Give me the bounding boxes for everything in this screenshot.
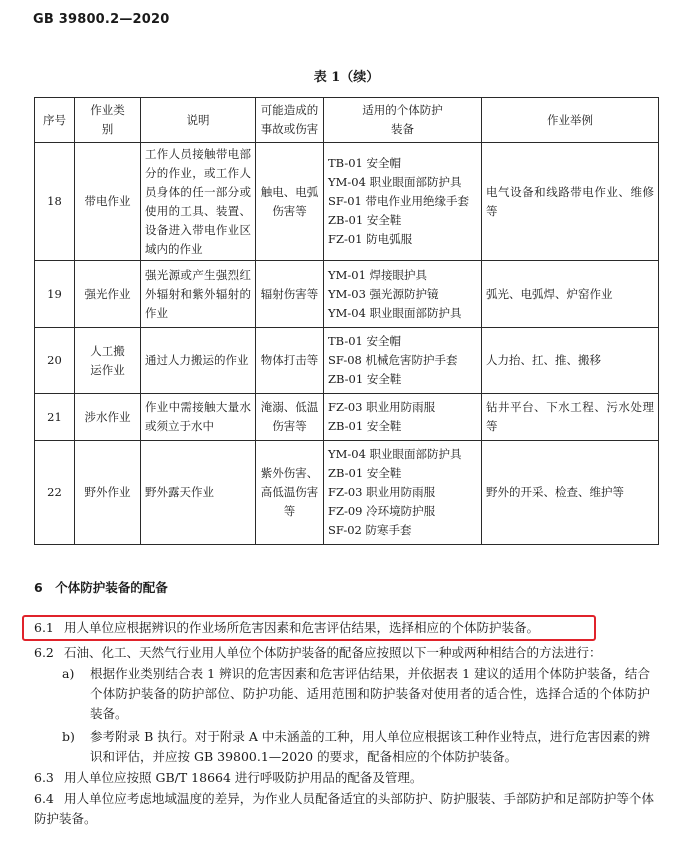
clause-6-3 (34, 768, 422, 788)
cell-example: 人力抬、扛、推、搬移 (482, 328, 659, 394)
cell-no: 19 (35, 261, 75, 328)
cell-no: 21 (35, 394, 75, 441)
equipment-item: FZ-03 职业用防雨服 (328, 400, 436, 414)
cell-no: 20 (35, 328, 75, 394)
equipment-item: TB-01 安全帽 (328, 156, 402, 170)
clause-6-1 (34, 618, 539, 638)
clause-text: 用人单位应根据辨识的作业场所危害因素和危害评估结果，选择相应的个体防护装备。 (64, 620, 540, 635)
clause-6-4 (34, 789, 654, 829)
list-marker: b) (62, 729, 75, 744)
cell-harm: 淹溺、低温伤害等 (256, 394, 324, 441)
table-row (35, 394, 659, 441)
section-6-heading: 6 个体防护装备的配备 (34, 580, 168, 595)
clause-text: 石油、化工、天然气行业用人单位个体防护装备的配备应按照以下一种或两种相结合的方法进行： (64, 645, 602, 660)
equipment-item: SF-02 防寒手套 (328, 523, 412, 537)
equipment-item: YM-01 焊接眼护具 (328, 267, 428, 282)
cell-category: 强光作业 (75, 261, 141, 328)
equipment-item: ZB-01 安全鞋 (328, 372, 402, 386)
list-item-text: 根据作业类别结合表 1 辨识的危害因素和危害评估结果，并依据表 1 建议的适用个体防护装备，结合个体防护装备的防护部位、防护功能、适用范围和防护装备对使用者的适合性，选择合适的个体防护装备。 (90, 666, 650, 721)
table-row (35, 328, 659, 394)
equipment-item: YM-04 职业眼面部防护具 (328, 305, 462, 320)
cell-description: 强光源或产生强烈红外辐射和紫外辐射的作业 (141, 261, 256, 328)
clause-text: 用人单位应按照 GB/T 18664 进行呼吸防护用品的配备及管理。 (64, 770, 423, 785)
clause-text: 用人单位应考虑地域温度的差异，为作业人员配备适宜的头部防护、防护服装、手部防护和足部防护等个体防护装备。 (34, 791, 654, 826)
col-header-example: 作业举例 (482, 98, 659, 143)
col-header-category: 作业类别 (75, 98, 141, 143)
cell-category: 涉水作业 (75, 394, 141, 441)
table-header-row (35, 98, 659, 143)
clause-number: 6.4 (34, 791, 54, 806)
table-row (35, 441, 659, 545)
table-title: 表 1（续） (313, 70, 380, 85)
cell-description: 通过人力搬运的作业 (141, 328, 256, 394)
cell-description: 工作人员接触带电部分的作业，或工作人员身体的任一部分或使用的工具、装置、设备进入带电作业区域内的作业 (141, 143, 256, 261)
cell-equipment (324, 143, 482, 261)
equipment-item: TB-01 安全帽 (328, 334, 402, 348)
cell-example: 电气设备和线路带电作业、维修等 (482, 143, 659, 261)
cell-category: 人工搬运作业 (75, 328, 141, 394)
equipment-item: YM-04 职业眼面部防护具 (328, 447, 462, 461)
clause-number: 6.1 (34, 620, 54, 635)
equipment-item: ZB-01 安全鞋 (328, 213, 402, 227)
cell-description: 野外露天作业 (141, 441, 256, 545)
cell-category: 野外作业 (75, 441, 141, 545)
col-header-no: 序号 (35, 98, 75, 143)
cell-harm: 紫外伤害、高低温伤害等 (256, 441, 324, 545)
equipment-item: FZ-01 防电弧服 (328, 232, 413, 246)
cell-equipment (324, 441, 482, 545)
cell-equipment (324, 261, 482, 328)
equipment-item: YM-04 职业眼面部防护具 (328, 175, 462, 189)
col-header-description: 说明 (141, 98, 256, 143)
equipment-item: FZ-03 职业用防雨服 (328, 485, 436, 499)
col-header-harm: 可能造成的事故或伤害 (256, 98, 324, 143)
equipment-item: ZB-01 安全鞋 (328, 466, 402, 480)
cell-harm: 物体打击等 (256, 328, 324, 394)
col-header-equipment: 适用的个体防护装备 (324, 98, 482, 143)
cell-description: 作业中需接触大量水或须立于水中 (141, 394, 256, 441)
list-marker: a) (62, 666, 75, 681)
equipment-item: FZ-09 冷环境防护服 (328, 504, 436, 518)
cell-category: 带电作业 (75, 143, 141, 261)
cell-equipment (324, 394, 482, 441)
cell-harm: 辐射伤害等 (256, 261, 324, 328)
clause-number: 6.2 (34, 645, 54, 660)
list-item-text: 参考附录 B 执行。对于附录 A 中未涵盖的工种，用人单位应根据该工种作业特点，进行危害因素的辨识和评估，并应按 GB 39800.1—2020 的要求，配备相应的个体防护装备。 (90, 729, 650, 764)
equipment-item: ZB-01 安全鞋 (328, 419, 402, 433)
table-row (35, 143, 659, 261)
cell-no: 18 (35, 143, 75, 261)
cell-example: 弧光、电弧焊、炉窑作业 (482, 261, 659, 328)
table-row (35, 261, 659, 328)
clause-6-2 (34, 643, 602, 663)
equipment-item: SF-08 机械危害防护手套 (328, 353, 458, 367)
cell-equipment (324, 328, 482, 394)
ppe-table (34, 97, 659, 545)
cell-example: 野外的开采、检查、维护等 (482, 441, 659, 545)
equipment-item: YM-03 强光源防护镜 (328, 286, 439, 301)
equipment-item: SF-01 带电作业用绝缘手套 (328, 194, 470, 208)
clause-number: 6.3 (34, 770, 54, 785)
cell-no: 22 (35, 441, 75, 545)
standard-number: GB 39800.2—2020 (33, 12, 170, 27)
cell-harm: 触电、电弧伤害等 (256, 143, 324, 261)
cell-example: 钻井平台、下水工程、污水处理等 (482, 394, 659, 441)
